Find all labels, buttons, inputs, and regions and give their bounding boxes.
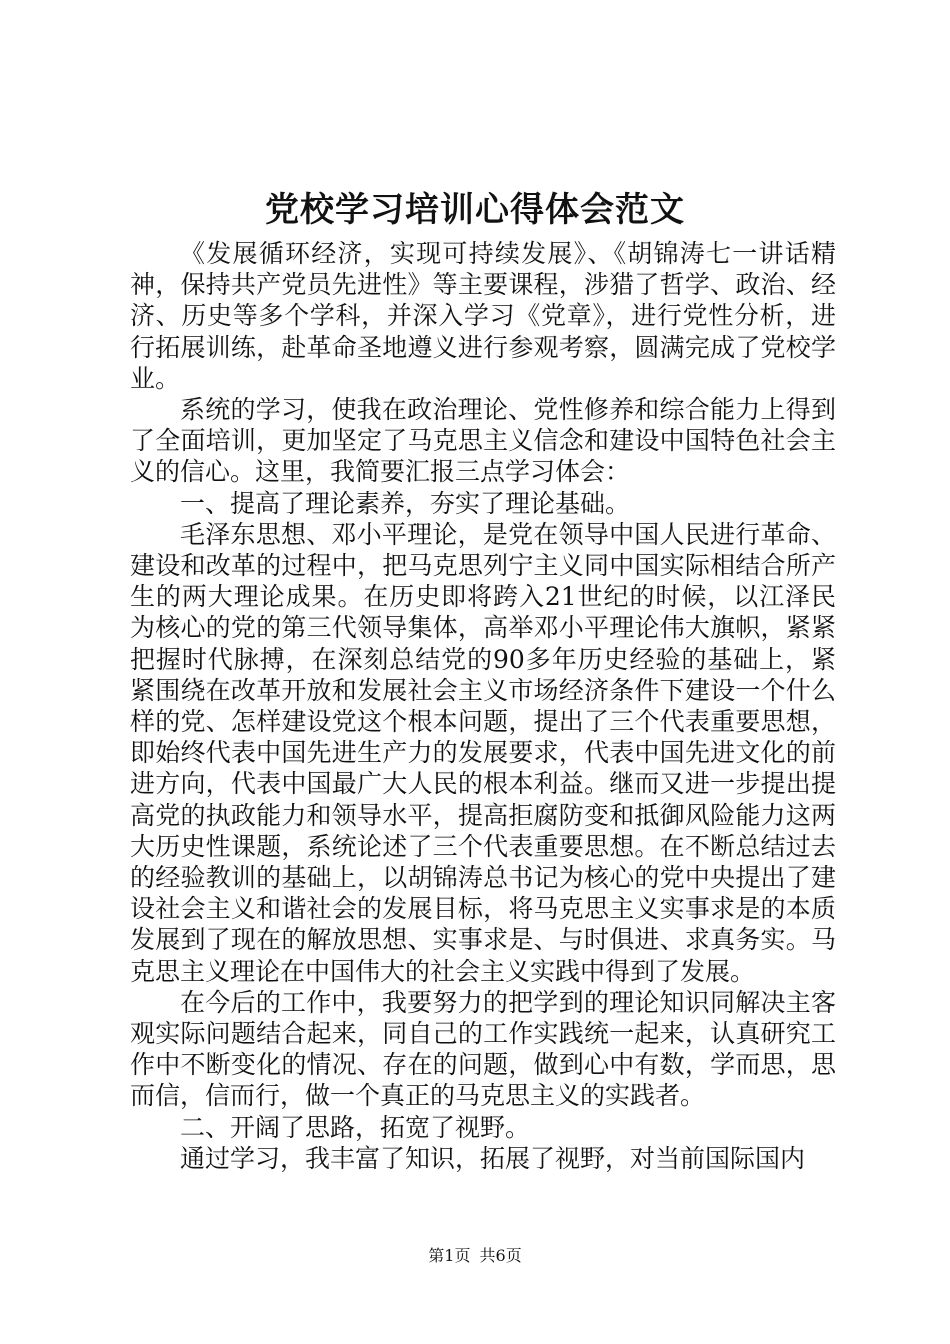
section-heading: 二、开阔了思路，拓宽了视野。 — [180, 1112, 531, 1142]
paragraph: 通过学习，我丰富了知识，拓展了视野，对当前国际国内 — [180, 1143, 806, 1173]
document-body — [130, 238, 836, 1174]
section-heading: 一、提高了理论素养，夯实了理论基础。 — [180, 488, 631, 518]
paragraph: 《发展循环经济，实现可持续发展》、《胡锦涛七一讲话精神，保持共产党员先进性》等主要课程，涉猎了哲学、政治、经济、历史等多个学科，并深入学习《党章》，进行党性分析，进行拓展训练，赴革命圣地遵义进行参观考察，圆满完成了党校学业。 — [130, 239, 836, 393]
page-number: 第1页 — [428, 1246, 471, 1265]
page-total: 共6页 — [479, 1246, 522, 1265]
page-footer — [0, 1246, 950, 1266]
paragraph: 系统的学习，使我在政治理论、党性修养和综合能力上得到了全面培训，更加坚定了马克思主义信念和建设中国特色社会主义的信心。这里，我简要汇报三点学习体会： — [130, 395, 836, 487]
paragraph: 在今后的工作中，我要努力的把学到的理论知识同解决主客观实际问题结合起来，同自己的工作实践统一起来，认真研究工作中不断变化的情况、存在的问题，做到心中有数，学而思，思而信，信而行，做一个真正的马克思主义的实践者。 — [130, 987, 836, 1111]
paragraph: 毛泽东思想、邓小平理论，是党在领导中国人民进行革命、建设和改革的过程中，把马克思列宁主义同中国实际相结合所产生的两大理论成果。在历史即将跨入21世纪的时候，以江泽民为核心的党的第三代领导集体，高举邓小平理论伟大旗帜，紧紧把握时代脉搏，在深刻总结党的90多年历史经验的基础上，紧紧围绕在改革开放和发展社会主义市场经济条件下建设一个什么样的党、怎样建设党这个根本问题，提出了三个代表重要思想，即始终代表中国先进生产力的发展要求，代表中国先进文化的前进方向，代表中国最广大人民的根本利益。继而又进一步提出提高党的执政能力和领导水平，提高拒腐防变和抵御风险能力这两大历史性课题，系统论述了三个代表重要思想。在不断总结过去的经验教训的基础上，以胡锦涛总书记为核心的党中央提出了建设社会主义和谐社会的发展目标，将马克思主义实事求是的本质发展到了现在的解放思想、实事求是、与时俱进、求真务实。马克思主义理论在中国伟大的社会主义实践中得到了发展。 — [130, 519, 836, 986]
document-title: 党校学习培训心得体会范文 — [265, 190, 685, 230]
